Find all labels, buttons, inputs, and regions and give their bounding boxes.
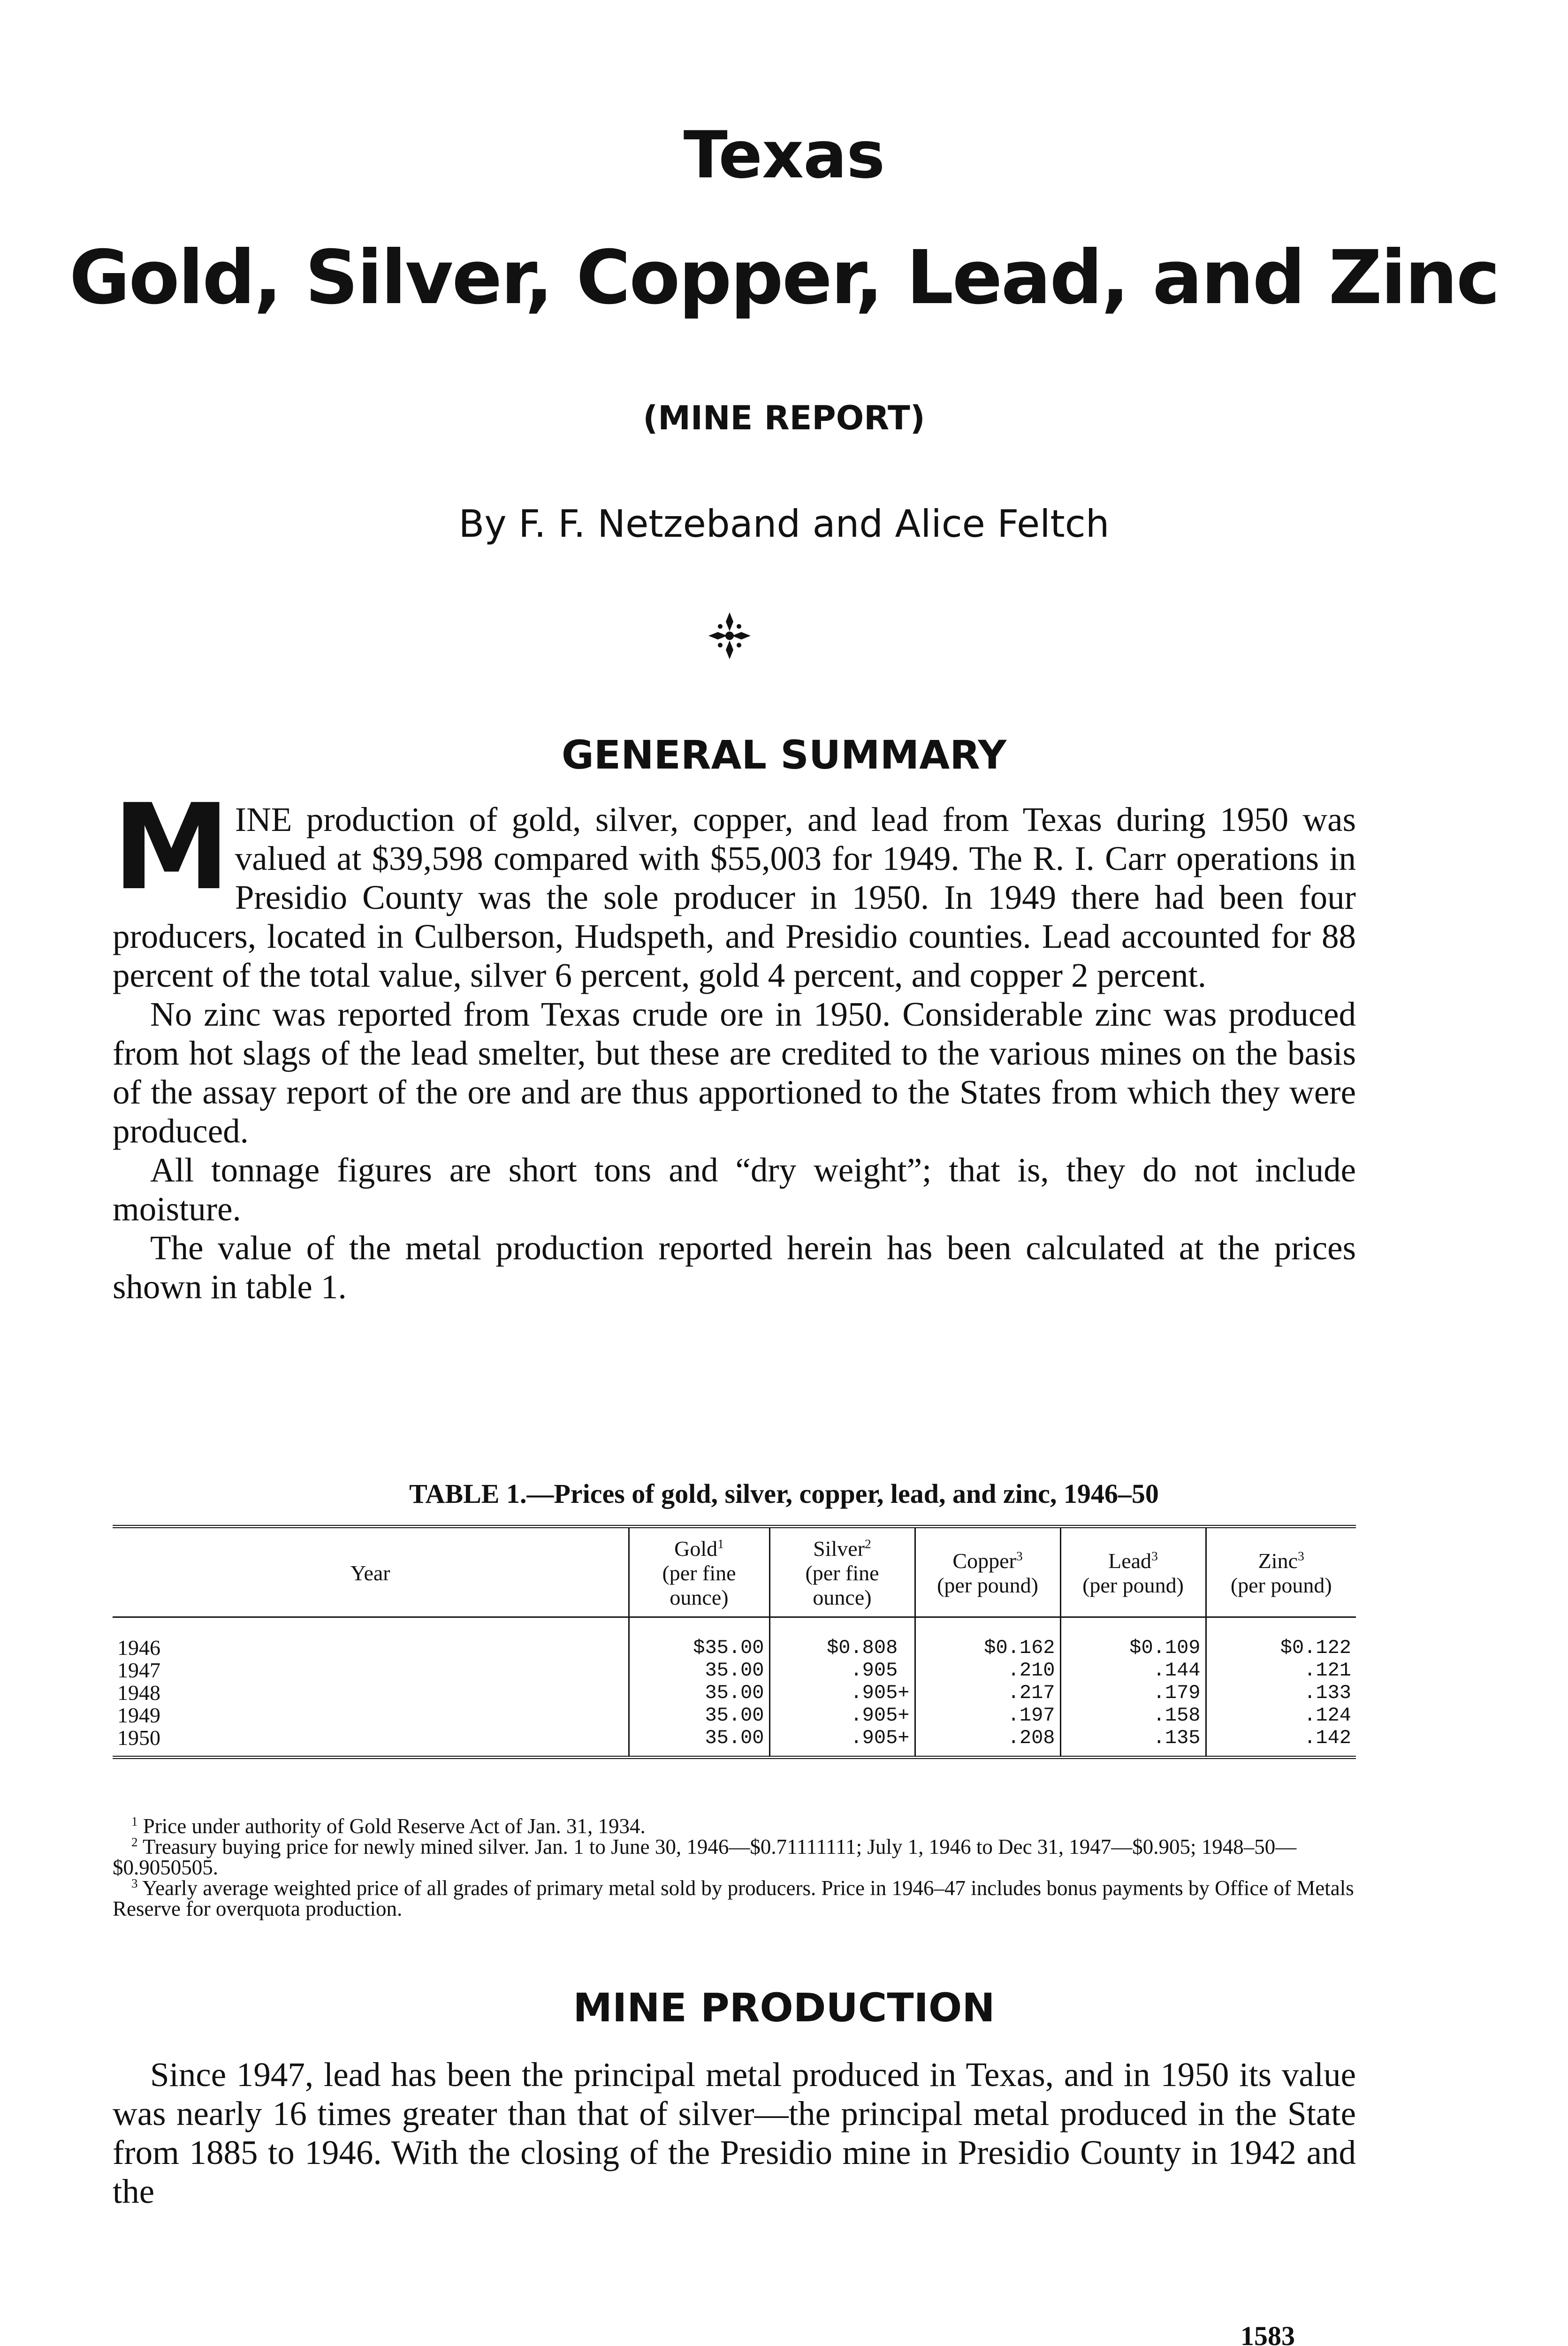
footnote: $^2$ Treasury buying price for newly mined silver. Jan. 1 to June 30, 1946—$0.71111111; July 1, 1946 to Dec 31, 1947—$0.905; 1948–50—$0.9050505. — [113, 1835, 1297, 1879]
report-metals-title: Gold, Silver, Copper, Lead, and Zinc — [69, 235, 1499, 321]
general-summary-body — [113, 779, 1356, 1306]
cell-gold: 35.00 — [629, 1704, 769, 1727]
cell-year: 1948 — [117, 1681, 160, 1705]
table-row — [113, 1682, 1356, 1704]
footnote: $^3$ Yearly average weighted price of all grades of primary metal sold by producers. Price in 1946–47 includes bonus payments by Office of Metals Reserve for overquota production. — [113, 1876, 1354, 1920]
report-type-label: (MINE REPORT) — [643, 399, 925, 437]
summary-paragraph-4: The value of the metal production reported herein has been calculated at the prices shown in table 1. — [113, 1229, 1356, 1306]
cell-silver: .905+ — [769, 1727, 915, 1758]
cell-copper: $0.162 — [915, 1617, 1060, 1660]
mine-production-body — [113, 2055, 1356, 2211]
report-state-title: Texas — [683, 117, 885, 193]
ornament-icon — [706, 610, 753, 662]
cell-copper: .197 — [915, 1704, 1060, 1727]
cell-copper: .208 — [915, 1727, 1060, 1758]
table-row — [113, 1617, 1356, 1660]
cell-year: 1950 — [117, 1726, 160, 1750]
cell-silver: .905+ — [769, 1682, 915, 1704]
cell-gold: $35.00 — [629, 1617, 769, 1660]
cell-zinc: $0.122 — [1206, 1617, 1356, 1660]
cell-gold: 35.00 — [629, 1727, 769, 1758]
header-gold: Gold$^1$ (per fine ounce) — [629, 1527, 769, 1617]
cell-year: 1947 — [117, 1658, 160, 1682]
summary-paragraph-1: MINE production of gold, silver, copper, and lead from Texas during 1950 was valued at $39,598 compared with $55,003 for 1949. The R. I. Carr operations in Presidio County was the sole producer in 1950. In 1949 there had been four producers, located in Culberson, Hudspeth, and Presidio counties. Lead accounted for 88 percent of the total value, silver 6 percent, gold 4 percent, and copper 2 percent. — [113, 779, 1356, 994]
cell-gold: 35.00 — [629, 1659, 769, 1682]
cell-lead: $0.109 — [1060, 1617, 1206, 1660]
cell-lead: .135 — [1060, 1727, 1206, 1758]
general-summary-heading: GENERAL SUMMARY — [561, 732, 1007, 778]
header-zinc: Zinc$^3$ (per pound) — [1206, 1527, 1356, 1617]
cell-copper: .210 — [915, 1659, 1060, 1682]
cell-silver: .905+ — [769, 1704, 915, 1727]
table-footnotes — [113, 1816, 1356, 1919]
production-paragraph-1: Since 1947, lead has been the principal metal produced in Texas, and in 1950 its value was nearly 16 times greater than that of silver—the principal metal produced in the State from 1885 to 1946. With the closing of the Presidio mine in Presidio County in 1942 and the — [113, 2056, 1356, 2210]
author-byline: By F. F. Netzeband and Alice Feltch — [458, 502, 1110, 546]
mine-production-heading: MINE PRODUCTION — [573, 1985, 995, 2031]
cell-zinc: .142 — [1206, 1727, 1356, 1758]
header-silver: Silver$^2$ (per fine ounce) — [769, 1527, 915, 1617]
drop-cap: M — [113, 779, 230, 916]
header-year: Year — [113, 1527, 629, 1617]
cell-year: 1946 — [117, 1636, 160, 1660]
header-copper: Copper$^3$ (per pound) — [915, 1527, 1060, 1617]
cell-zinc: .133 — [1206, 1682, 1356, 1704]
table-row — [113, 1727, 1356, 1758]
cell-lead: .158 — [1060, 1704, 1206, 1727]
table-row — [113, 1704, 1356, 1727]
table-caption: TABLE 1.—Prices of gold, silver, copper, lead, and zinc, 1946–50 — [409, 1478, 1159, 1509]
cell-silver: .905 — [769, 1659, 915, 1682]
page-number: 1583 — [1241, 2321, 1295, 2346]
header-lead: Lead$^3$ (per pound) — [1060, 1527, 1206, 1617]
summary-paragraph-2: No zinc was reported from Texas crude ore in 1950. Considerable zinc was produced from hot slags of the lead smelter, but these are credited to the various mines on the basis of the assay report of the ore and are thus apportioned to the States from which they were produced. — [113, 995, 1356, 1150]
cell-zinc: .121 — [1206, 1659, 1356, 1682]
cell-zinc: .124 — [1206, 1704, 1356, 1727]
cell-silver: $0.808 — [769, 1617, 915, 1660]
cell-year: 1949 — [117, 1703, 160, 1727]
cell-copper: .217 — [915, 1682, 1060, 1704]
footnote: $^1$ Price under authority of Gold Reserve Act of Jan. 31, 1934. — [131, 1814, 646, 1838]
cell-lead: .179 — [1060, 1682, 1206, 1704]
table-row — [113, 1659, 1356, 1682]
cell-lead: .144 — [1060, 1659, 1206, 1682]
summary-paragraph-3: All tonnage figures are short tons and “dry weight”; that is, they do not include moisture. — [113, 1151, 1356, 1228]
cell-gold: 35.00 — [629, 1682, 769, 1704]
prices-table — [113, 1525, 1356, 1759]
table-header-row — [113, 1527, 1356, 1617]
